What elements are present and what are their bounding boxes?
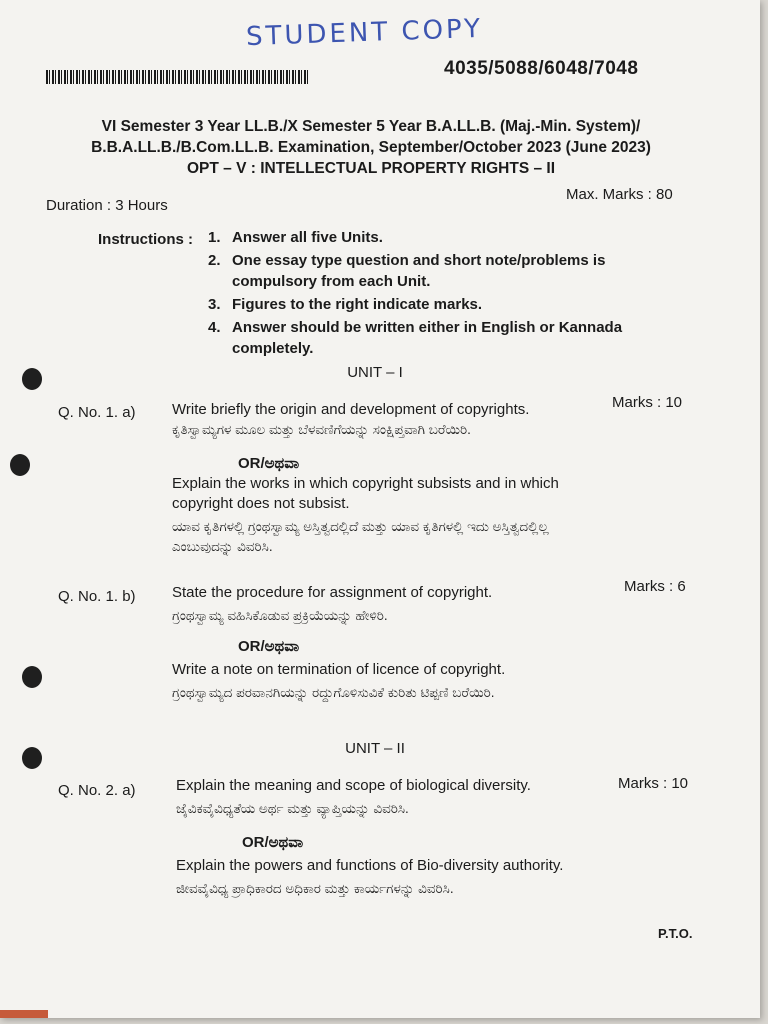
instruction-item: 1. Answer all five Units. bbox=[208, 229, 383, 246]
instructions-list bbox=[208, 227, 668, 361]
duration: Duration : 3 Hours bbox=[46, 197, 168, 214]
punch-hole-mark bbox=[10, 454, 30, 476]
question-alternative: Explain the powers and functions of Bio-diversity authority. ಜೀವವೈವಿಧ್ಯ ಪ್ರಾಧಿಕಾರದ ಅಧಿಕಾರ ಮತ್ತು ಕಾರ್ಯಗಳನ್ನು ವಿವರಿಸಿ. bbox=[176, 857, 564, 896]
exam-heading-line1: VI Semester 3 Year LL.B./X Semester 5 Year B.A.LL.B. (Maj.-Min. System)/ bbox=[101, 118, 641, 135]
or-separator: OR/ಅಥವಾ bbox=[238, 455, 300, 472]
page-edge-strip bbox=[0, 1010, 48, 1018]
instruction-item: 3. Figures to the right indicate marks. bbox=[208, 296, 483, 313]
question-alternative: Explain the works in which copyright subsists and in which copyright does not subsist. ಯಾವ ಕೃತಿಗಳಲ್ಲಿ ಗ್ರಂಥಸ್ವಾಮ್ಯ ಅಸ್ತಿತ್ವದಲ್ಲಿದೆ ಮತ್ತು ಯಾವ ಕೃತಿಗಳಲ್ಲಿ ಇದು ಅಸ್ತಿತ್ವದಲ್ಲಿಲ್ಲ ಎಂಬುವುದನ್ನು ವಿವರಿಸಿ. bbox=[172, 475, 559, 554]
question-text: Explain the meaning and scope of biological diversity. ಜೈವಿಕವೈವಿಧ್ಯತೆಯ ಅರ್ಥ ಮತ್ತು ವ್ಯಾಪ್ತಿಯನ್ನು ವಿವರಿಸಿ. bbox=[176, 777, 531, 816]
instructions-label: Instructions : bbox=[98, 231, 194, 248]
question-text: State the procedure for assignment of copyright. ಗ್ರಂಥಸ್ವಾಮ್ಯ ವಹಿಸಿಕೊಡುವ ಪ್ರಕ್ರಿಯೆಯನ್ನು ಹೇಳಿರಿ. bbox=[172, 584, 493, 623]
question-marks: Marks : 10 bbox=[612, 394, 683, 411]
barcode bbox=[46, 70, 308, 84]
question-label: Q. No. 1. a) bbox=[58, 404, 136, 421]
or-separator: OR/ಅಥವಾ bbox=[242, 834, 304, 851]
instruction-item: 2. One essay type question and short note/problems is compulsory from each Unit. bbox=[208, 252, 606, 290]
page-turn-note: P.T.O. bbox=[658, 926, 693, 941]
unit-title: UNIT – II bbox=[345, 740, 405, 757]
question-text: Write briefly the origin and development of copyrights. ಕೃತಿಸ್ವಾಮ್ಯಗಳ ಮೂಲ ಮತ್ತು ಬೆಳವಣಿಗೆಯನ್ನು ಸಂಕ್ಷಿಪ್ತವಾಗಿ ಬರೆಯಿರಿ. bbox=[172, 401, 530, 437]
punch-hole-mark bbox=[22, 666, 42, 688]
handwritten-note: STUDENT COPY bbox=[245, 13, 484, 53]
exam-heading-line2: B.B.A.LL.B./B.Com.LL.B. Examination, September/October 2023 (June 2023) bbox=[91, 139, 651, 156]
subject-title: OPT – V : INTELLECTUAL PROPERTY RIGHTS – II bbox=[186, 160, 556, 177]
or-separator: OR/ಅಥವಾ bbox=[238, 638, 300, 655]
question-label: Q. No. 2. a) bbox=[58, 782, 136, 799]
instruction-item: 4. Answer should be written either in English or Kannada completely. bbox=[208, 319, 623, 357]
question-label: Q. No. 1. b) bbox=[58, 588, 136, 605]
unit-title: UNIT – I bbox=[347, 364, 403, 381]
question-alternative: Write a note on termination of licence of copyright. ಗ್ರಂಥಸ್ವಾಮ್ಯದ ಪರವಾನಗಿಯನ್ನು ರದ್ದುಗೊಳಿಸುವಿಕೆ ಕುರಿತು ಟಿಪ್ಪಣಿ ಬರೆಯಿರಿ. bbox=[172, 661, 506, 700]
max-marks: Max. Marks : 80 bbox=[566, 186, 673, 203]
punch-hole-mark bbox=[22, 747, 42, 769]
punch-hole-mark bbox=[22, 368, 42, 390]
question-marks: Marks : 6 bbox=[624, 578, 686, 595]
paper-code: 4035/5088/6048/7048 bbox=[444, 58, 639, 79]
question-marks: Marks : 10 bbox=[618, 775, 689, 792]
